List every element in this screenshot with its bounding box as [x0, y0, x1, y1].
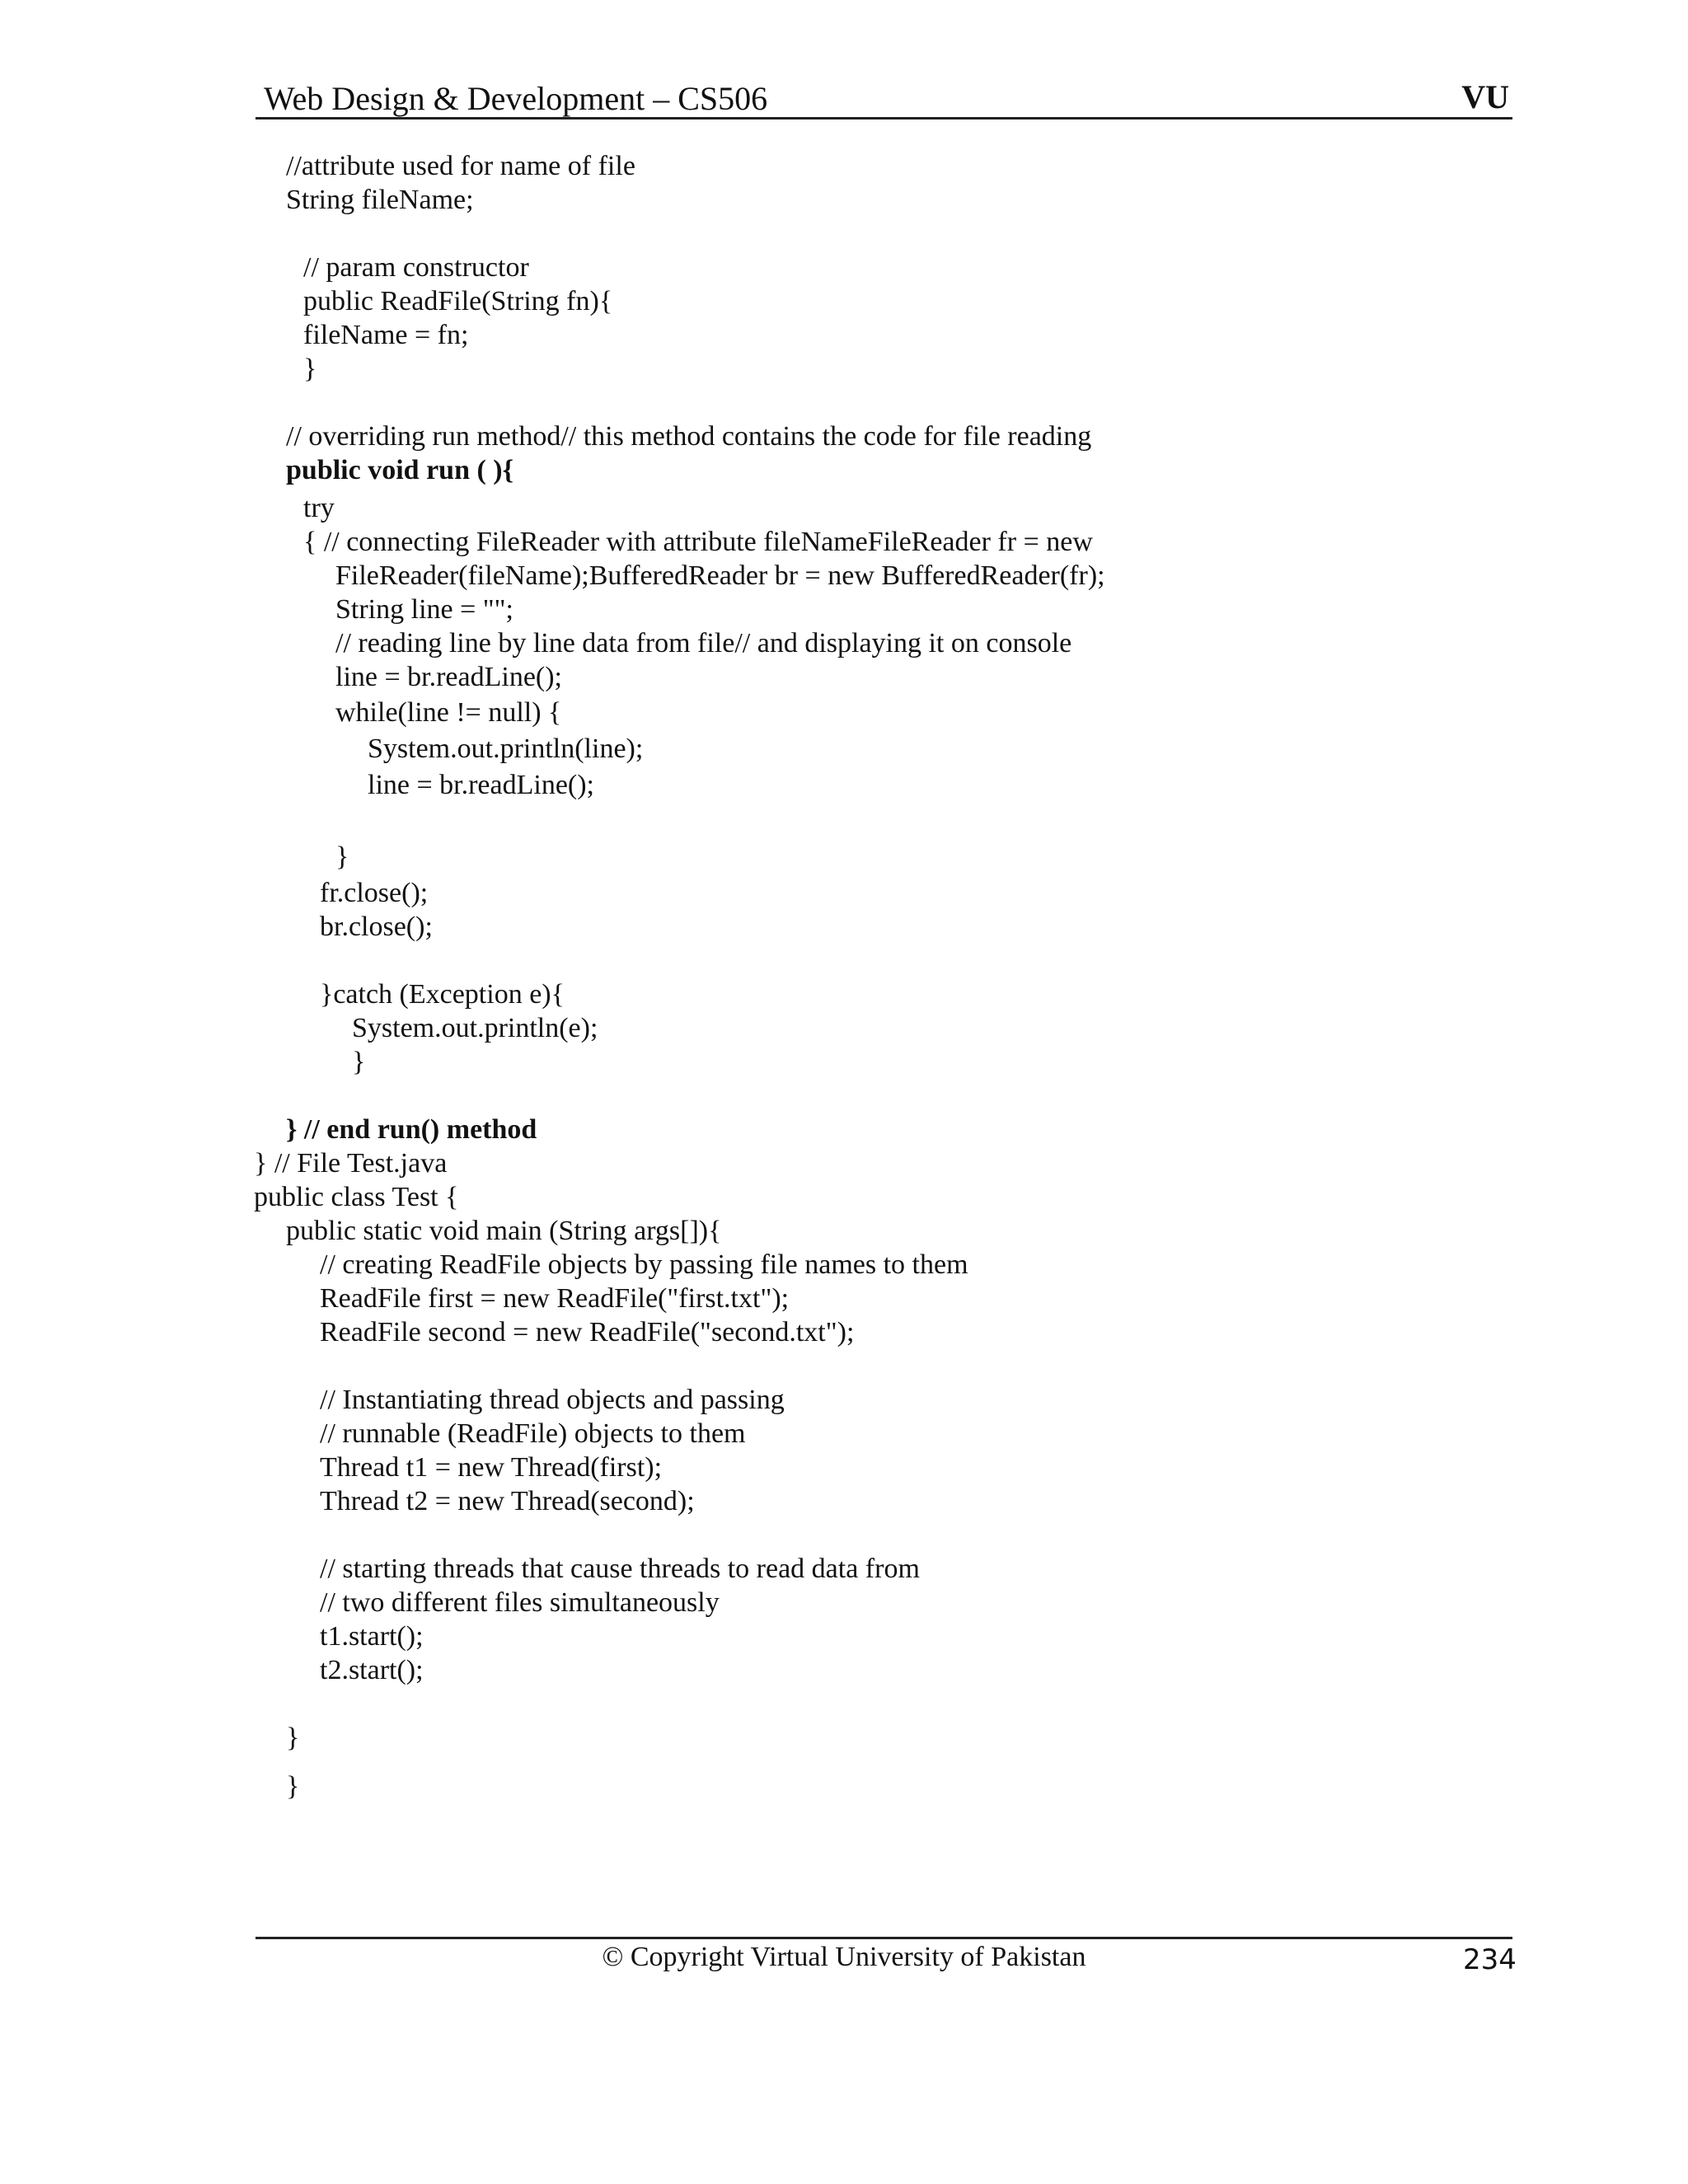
code-line: Thread t1 = new Thread(first); — [320, 1452, 663, 1483]
code-line: { // connecting FileReader with attribute fileNameFileReader fr = new — [303, 527, 1093, 557]
code-line: ReadFile second = new ReadFile("second.txt"); — [320, 1317, 855, 1347]
code-line: // two different files simultaneously — [320, 1587, 720, 1618]
code-line: // starting threads that cause threads to read data from — [320, 1554, 920, 1584]
code-line: while(line != null) { — [335, 697, 562, 728]
page-number: 234 — [1463, 1943, 1517, 1976]
header-title: Web Design & Development – CS506 — [264, 80, 768, 117]
code-line: fr.close(); — [320, 878, 429, 908]
code-line: } — [335, 841, 349, 872]
footer-divider — [256, 1937, 1512, 1939]
code-line: System.out.println(e); — [352, 1013, 598, 1043]
code-line: line = br.readLine(); — [368, 770, 595, 800]
code-line: }catch (Exception e){ — [320, 979, 565, 1010]
code-line: public static void main (String args[]){ — [286, 1216, 722, 1246]
page-header — [256, 76, 1512, 120]
code-line: // Instantiating thread objects and passing — [320, 1385, 785, 1415]
code-line: public ReadFile(String fn){ — [303, 286, 613, 316]
code-line: System.out.println(line); — [368, 733, 644, 764]
code-line: // overriding run method// this method contains the code for file reading — [286, 421, 1092, 452]
code-line: String line = ""; — [335, 594, 513, 625]
code-line: try — [303, 493, 335, 523]
code-line: t1.start(); — [320, 1621, 424, 1652]
code-line: } — [286, 1722, 300, 1753]
code-line: // param constructor — [303, 252, 529, 283]
code-line: br.close(); — [320, 912, 433, 942]
code-line: //attribute used for name of file — [286, 151, 635, 181]
code-line: line = br.readLine(); — [335, 662, 563, 692]
code-line: t2.start(); — [320, 1655, 424, 1685]
code-line: fileName = fn; — [303, 320, 469, 350]
code-line: } — [286, 1771, 300, 1802]
code-line: } // end run() method — [286, 1114, 537, 1145]
code-line: } — [352, 1047, 366, 1077]
header-logo: VU — [1461, 78, 1509, 115]
code-line: Thread t2 = new Thread(second); — [320, 1486, 695, 1516]
code-line: ReadFile first = new ReadFile("first.txt"); — [320, 1283, 790, 1314]
footer-copyright: © Copyright Virtual University of Pakistan — [602, 1942, 1086, 1972]
code-line: } // File Test.java — [254, 1148, 448, 1179]
code-line: // creating ReadFile objects by passing file names to them — [320, 1249, 968, 1280]
code-line: // runnable (ReadFile) objects to them — [320, 1418, 746, 1449]
code-line: FileReader(fileName);BufferedReader br = new BufferedReader(fr); — [335, 560, 1105, 591]
code-line: String fileName; — [286, 185, 474, 215]
code-line: // reading line by line data from file// and displaying it on console — [335, 628, 1072, 658]
code-line: } — [303, 354, 317, 384]
code-line: public void run ( ){ — [286, 455, 514, 485]
code-line: public class Test { — [254, 1182, 459, 1212]
